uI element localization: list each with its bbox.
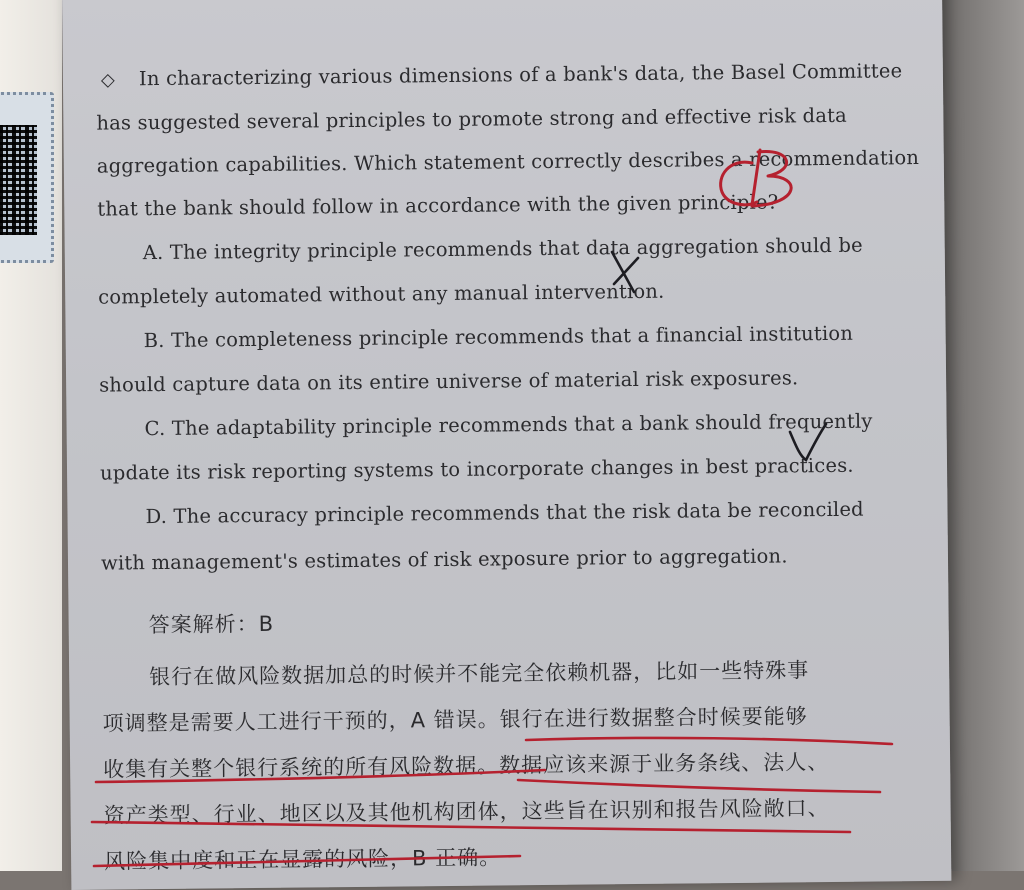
answer-line-3: 收集有关整个银行系统的所有风险数据。数据应该来源于业务条线、法人、 bbox=[103, 750, 830, 782]
option-a-line-1: A. The integrity principle recommends that data aggregation should be bbox=[142, 233, 863, 265]
question-line-1: ◇ In characterizing various dimensions of a bank's data, the Basel Committee bbox=[100, 59, 903, 91]
option-b-line-1: B. The completeness principle recommends that a financial institution bbox=[143, 321, 854, 353]
answer-line-5: 风险集中度和正在显露的风险，B 正确。 bbox=[104, 845, 502, 874]
question-line-2: has suggested several principles to promote strong and effective risk data bbox=[96, 103, 848, 135]
answer-line-1: 银行在做风险数据加总的时候并不能完全依赖机器，比如一些特殊事 bbox=[149, 658, 810, 690]
option-d-line-1: D. The accuracy principle recommends that the risk data be reconciled bbox=[145, 497, 864, 529]
answer-line-4: 资产类型、行业、地区以及其他机构团体，这些旨在识别和报告风险敞口、 bbox=[103, 796, 830, 828]
book-page bbox=[62, 0, 951, 890]
question-line-3: aggregation capabilities. Which statement correctly describes a recommendation bbox=[96, 146, 920, 178]
option-c-line-2: update its risk reporting systems to incorporate changes in best practices. bbox=[99, 453, 854, 485]
option-c-line-1: C. The adaptability principle recommends that a bank should frequently bbox=[144, 409, 873, 441]
qr-code-icon bbox=[0, 125, 37, 235]
question-line-4: that the bank should follow in accordance with the given principle? bbox=[97, 190, 779, 221]
option-a-line-2: completely automated without any manual intervention. bbox=[98, 279, 665, 309]
answer-line-2: 项调整是需要人工进行干预的，A 错误。银行在进行数据整合时候要能够 bbox=[102, 704, 808, 736]
book-edge bbox=[940, 0, 1024, 871]
left-book-page bbox=[0, 0, 62, 871]
option-b-line-2: should capture data on its entire universe of material risk exposures. bbox=[99, 366, 799, 397]
option-d-line-2: with management's estimates of risk exposure prior to aggregation. bbox=[100, 544, 788, 575]
diamond-icon: ◇ bbox=[100, 69, 116, 91]
answer-heading: 答案解析：B bbox=[148, 611, 275, 638]
qr-code-card bbox=[0, 92, 54, 263]
